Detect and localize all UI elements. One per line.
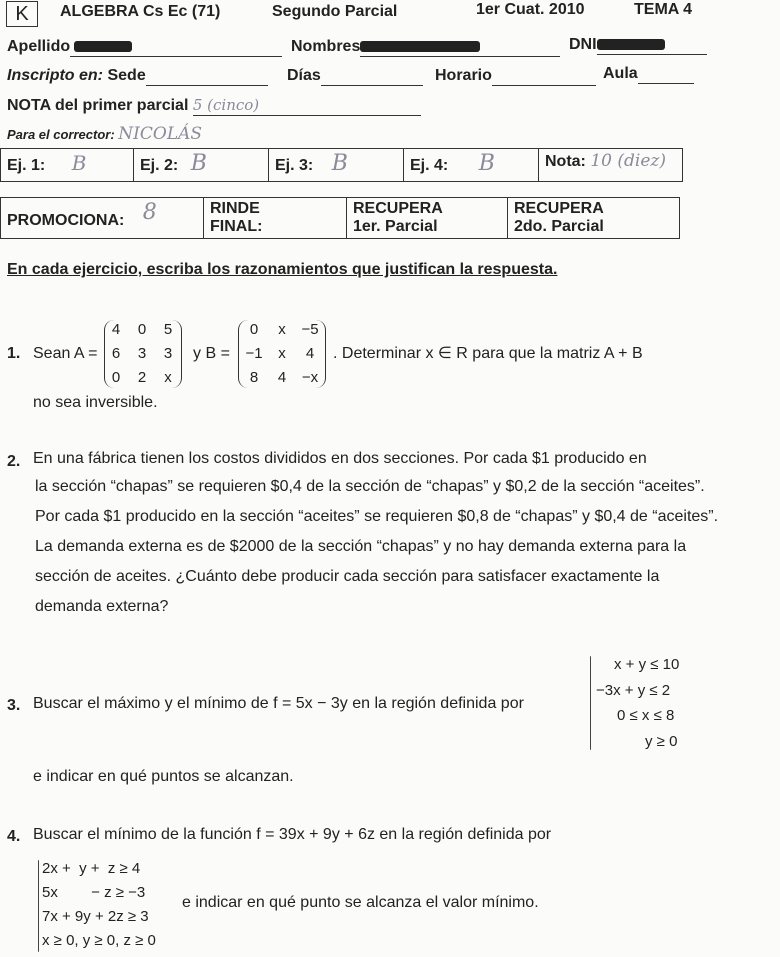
ex3-text2: e indicar en qué puntos se alcanzan. bbox=[33, 768, 294, 785]
scores-table bbox=[0, 148, 683, 182]
ex4-constraint-2: 5x − z ≥ −3 bbox=[42, 884, 146, 901]
matrix-b-entry: 8 bbox=[249, 369, 259, 386]
ej4-label: Ej. 4: bbox=[410, 157, 449, 174]
dias-label: Días bbox=[287, 67, 321, 84]
ej1-value: B bbox=[71, 151, 87, 175]
matrix-a-entry: 3 bbox=[163, 345, 173, 362]
ex1-prefix: Sean A = bbox=[33, 345, 98, 362]
nombres-field bbox=[360, 38, 560, 57]
logo-letter: K bbox=[15, 3, 29, 25]
ej3-value: B bbox=[331, 151, 348, 176]
matrix-b-entry: x bbox=[278, 345, 286, 362]
dias-row bbox=[287, 67, 423, 86]
matrix-b-entry: −1 bbox=[245, 345, 263, 362]
ex2-line-1: En una fábrica tienen los costos divididos en dos secciones. Por cada $1 producido en bbox=[33, 450, 647, 467]
nota-value: 10 (diez) bbox=[590, 151, 666, 171]
matrix-b-entry: 4 bbox=[277, 369, 287, 386]
ex4-constraint-1: 2x + y + z ≥ 4 bbox=[42, 860, 141, 877]
ex4-number: 4. bbox=[7, 828, 21, 845]
ex3-text: Buscar el máximo y el mínimo de f = 5x − 3y en la región definida por bbox=[33, 695, 524, 712]
ej2-cell bbox=[134, 149, 269, 182]
ex2-line-6: demanda externa? bbox=[35, 598, 169, 615]
recupera1-sub: 1er. Parcial bbox=[353, 218, 438, 235]
dni-field bbox=[597, 36, 707, 55]
ex3-constraint-4: y ≥ 0 bbox=[645, 733, 678, 750]
promociona-value: 8 bbox=[142, 200, 157, 225]
ex2-line-5: sección de aceites. ¿Cuánto debe producir cada sección para satisfacer exactamente la bbox=[35, 568, 660, 585]
matrix-a-entry: 2 bbox=[137, 369, 147, 386]
term-label: 1er Cuat. 2010 bbox=[476, 1, 585, 18]
matrix-a-entry: 0 bbox=[137, 321, 147, 338]
logo-box bbox=[6, 1, 38, 27]
matrix-b-entry: −x bbox=[301, 369, 319, 386]
nota-primer-field bbox=[193, 96, 421, 116]
nombres-label: Nombres bbox=[291, 38, 361, 55]
nota-primer-value: 5 (cinco) bbox=[192, 96, 260, 114]
ex3-constraint-1: x + y ≤ 10 bbox=[614, 656, 680, 673]
redaction-bar bbox=[360, 41, 480, 52]
ex4-text2: e indicar en qué punto se alcanza el valor mínimo. bbox=[182, 894, 539, 911]
sede-field bbox=[146, 67, 268, 86]
horario-row bbox=[435, 67, 596, 86]
ej1-cell bbox=[1, 149, 134, 182]
matrix-a-entry: 4 bbox=[111, 321, 121, 338]
ex2-line-3: Por cada $1 producido en la sección “aceites” se requieren $0,8 de “chapas” y $0,4 de “aceites”. bbox=[35, 508, 719, 525]
ej2-label: Ej. 2: bbox=[140, 157, 179, 174]
ej3-cell bbox=[269, 149, 404, 182]
dni-label: DNI bbox=[569, 36, 597, 53]
ex1-number: 1. bbox=[7, 345, 21, 362]
status-table bbox=[0, 197, 680, 239]
aula-row bbox=[603, 65, 694, 84]
nombres-row bbox=[291, 38, 560, 57]
nota-primer-row bbox=[7, 96, 421, 116]
matrix-b-entry: 0 bbox=[249, 321, 259, 338]
matrix-a-entry: 3 bbox=[137, 345, 147, 362]
matrix-b-entry: −5 bbox=[301, 321, 319, 338]
ex3-number: 3. bbox=[7, 697, 21, 714]
matrix-a-entry: 6 bbox=[111, 345, 121, 362]
promociona-label: PROMOCIONA: bbox=[7, 212, 125, 229]
ex2-line-2: la sección “chapas” se requieren $0,4 de la sección de “chapas” y $0,2 de la sección “aceites”. bbox=[35, 478, 705, 495]
ex4-system-brace bbox=[38, 860, 39, 952]
course-title: ALGEBRA Cs Ec (71) bbox=[60, 3, 221, 20]
corrector-row bbox=[7, 124, 202, 144]
matrix-a-entry: x bbox=[164, 369, 172, 386]
ex3-constraint-3: 0 ≤ x ≤ 8 bbox=[617, 707, 675, 724]
apellido-row bbox=[7, 38, 282, 57]
ex4-text: Buscar el mínimo de la función f = 39x + 9y + 6z en la región definida por bbox=[33, 826, 552, 843]
matrix-b-entry: 4 bbox=[305, 345, 315, 362]
ej4-cell bbox=[404, 149, 539, 182]
corrector-value: NICOLÁS bbox=[118, 124, 203, 144]
instructions: En cada ejercicio, escriba los razonamientos que justifican la respuesta. bbox=[7, 261, 558, 278]
horario-field bbox=[492, 67, 596, 86]
ej4-value: B bbox=[478, 151, 495, 176]
final-label: FINAL: bbox=[210, 218, 263, 235]
redaction-bar bbox=[74, 41, 132, 52]
inscripto-label: Inscripto en: bbox=[7, 67, 104, 84]
apellido-field bbox=[70, 38, 282, 57]
matrix-b-entry: x bbox=[278, 321, 286, 338]
recupera2-cell bbox=[508, 198, 680, 239]
ex1-text2: no sea inversible. bbox=[33, 394, 158, 411]
ej1-label: Ej. 1: bbox=[7, 157, 46, 174]
sede-label: Sede bbox=[107, 67, 146, 84]
ex3-constraint-2: −3x + y ≤ 2 bbox=[596, 682, 671, 699]
apellido-label: Apellido bbox=[7, 38, 71, 55]
ex4-constraint-3: 7x + 9y + 2z ≥ 3 bbox=[42, 908, 149, 925]
ej2-value: B bbox=[190, 151, 207, 176]
recupera1-label: RECUPERA bbox=[353, 200, 443, 217]
inscripto-row bbox=[7, 67, 268, 86]
exam-title: Segundo Parcial bbox=[272, 3, 398, 20]
nota-cell bbox=[539, 149, 683, 182]
matrix-a-entry: 5 bbox=[163, 321, 173, 338]
ex3-system-brace bbox=[590, 656, 591, 750]
ex1-and: y B = bbox=[193, 345, 230, 362]
ex1-text1: . Determinar x ∈ R para que la matriz A + B bbox=[333, 345, 643, 362]
nota-label: Nota: bbox=[545, 153, 586, 170]
nota-primer-label: NOTA del primer parcial bbox=[7, 97, 189, 114]
recupera1-cell bbox=[347, 198, 508, 239]
recupera2-label: RECUPERA bbox=[514, 200, 604, 217]
redaction-bar bbox=[597, 39, 665, 50]
rinde-cell bbox=[204, 198, 347, 239]
promociona-cell bbox=[1, 198, 204, 239]
ex2-line-4: La demanda externa es de $2000 de la sección “chapas” y no hay demanda externa para la bbox=[35, 538, 687, 555]
rinde-label: RINDE bbox=[210, 200, 260, 217]
corrector-label: Para el corrector: bbox=[7, 127, 115, 142]
matrix-a-entry: 0 bbox=[111, 369, 121, 386]
ex2-number: 2. bbox=[7, 453, 21, 470]
ex4-constraint-4: x ≥ 0, y ≥ 0, z ≥ 0 bbox=[42, 932, 156, 949]
ej3-label: Ej. 3: bbox=[275, 157, 314, 174]
aula-label: Aula bbox=[603, 65, 638, 82]
aula-field bbox=[638, 65, 694, 84]
horario-label: Horario bbox=[435, 67, 492, 84]
tema-label: TEMA 4 bbox=[634, 1, 693, 18]
recupera2-sub: 2do. Parcial bbox=[514, 218, 604, 235]
dias-field bbox=[321, 67, 423, 86]
dni-row bbox=[569, 36, 707, 55]
